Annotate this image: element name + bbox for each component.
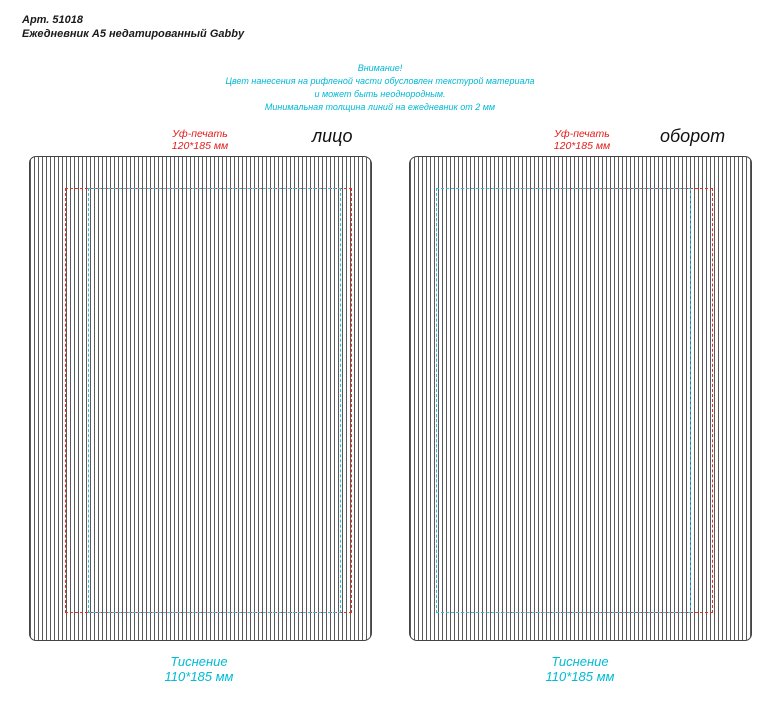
back-emboss-label [505,654,655,684]
back-side-label: оборот [660,126,726,146]
front-uv-label [140,128,260,152]
notice-line-1: Цвет нанесения на рифленой части обусловлен текстурой материала [225,76,535,86]
back-uv-label [522,128,642,152]
front-emboss-area [88,188,341,613]
notice-line-3: Минимальная толщина линий на ежедневник от 2 мм [264,102,496,112]
front-cover [29,156,372,641]
front-emboss-label [124,654,274,684]
back-emboss-area [436,188,691,613]
article-number: Арт. 51018 [22,14,83,26]
front-side-label: лицо [312,126,353,146]
notice-line-2: и может быть неоднородным. [314,89,446,99]
back-uv-title: Уф-печать [554,128,610,140]
notice-title: Внимание! [357,63,403,73]
back-emboss-size: 110*185 мм [545,669,615,684]
back-cover [409,156,752,641]
front-uv-title: Уф-печать [172,128,228,140]
back-uv-size: 120*185 мм [553,140,611,152]
product-title: Ежедневник А5 недатированный Gabby [22,28,245,40]
notice-block [160,62,600,114]
front-emboss-title: Тиснение [170,654,228,669]
front-emboss-size: 110*185 мм [164,669,234,684]
back-emboss-title: Тиснение [551,654,609,669]
front-uv-size: 120*185 мм [171,140,229,152]
